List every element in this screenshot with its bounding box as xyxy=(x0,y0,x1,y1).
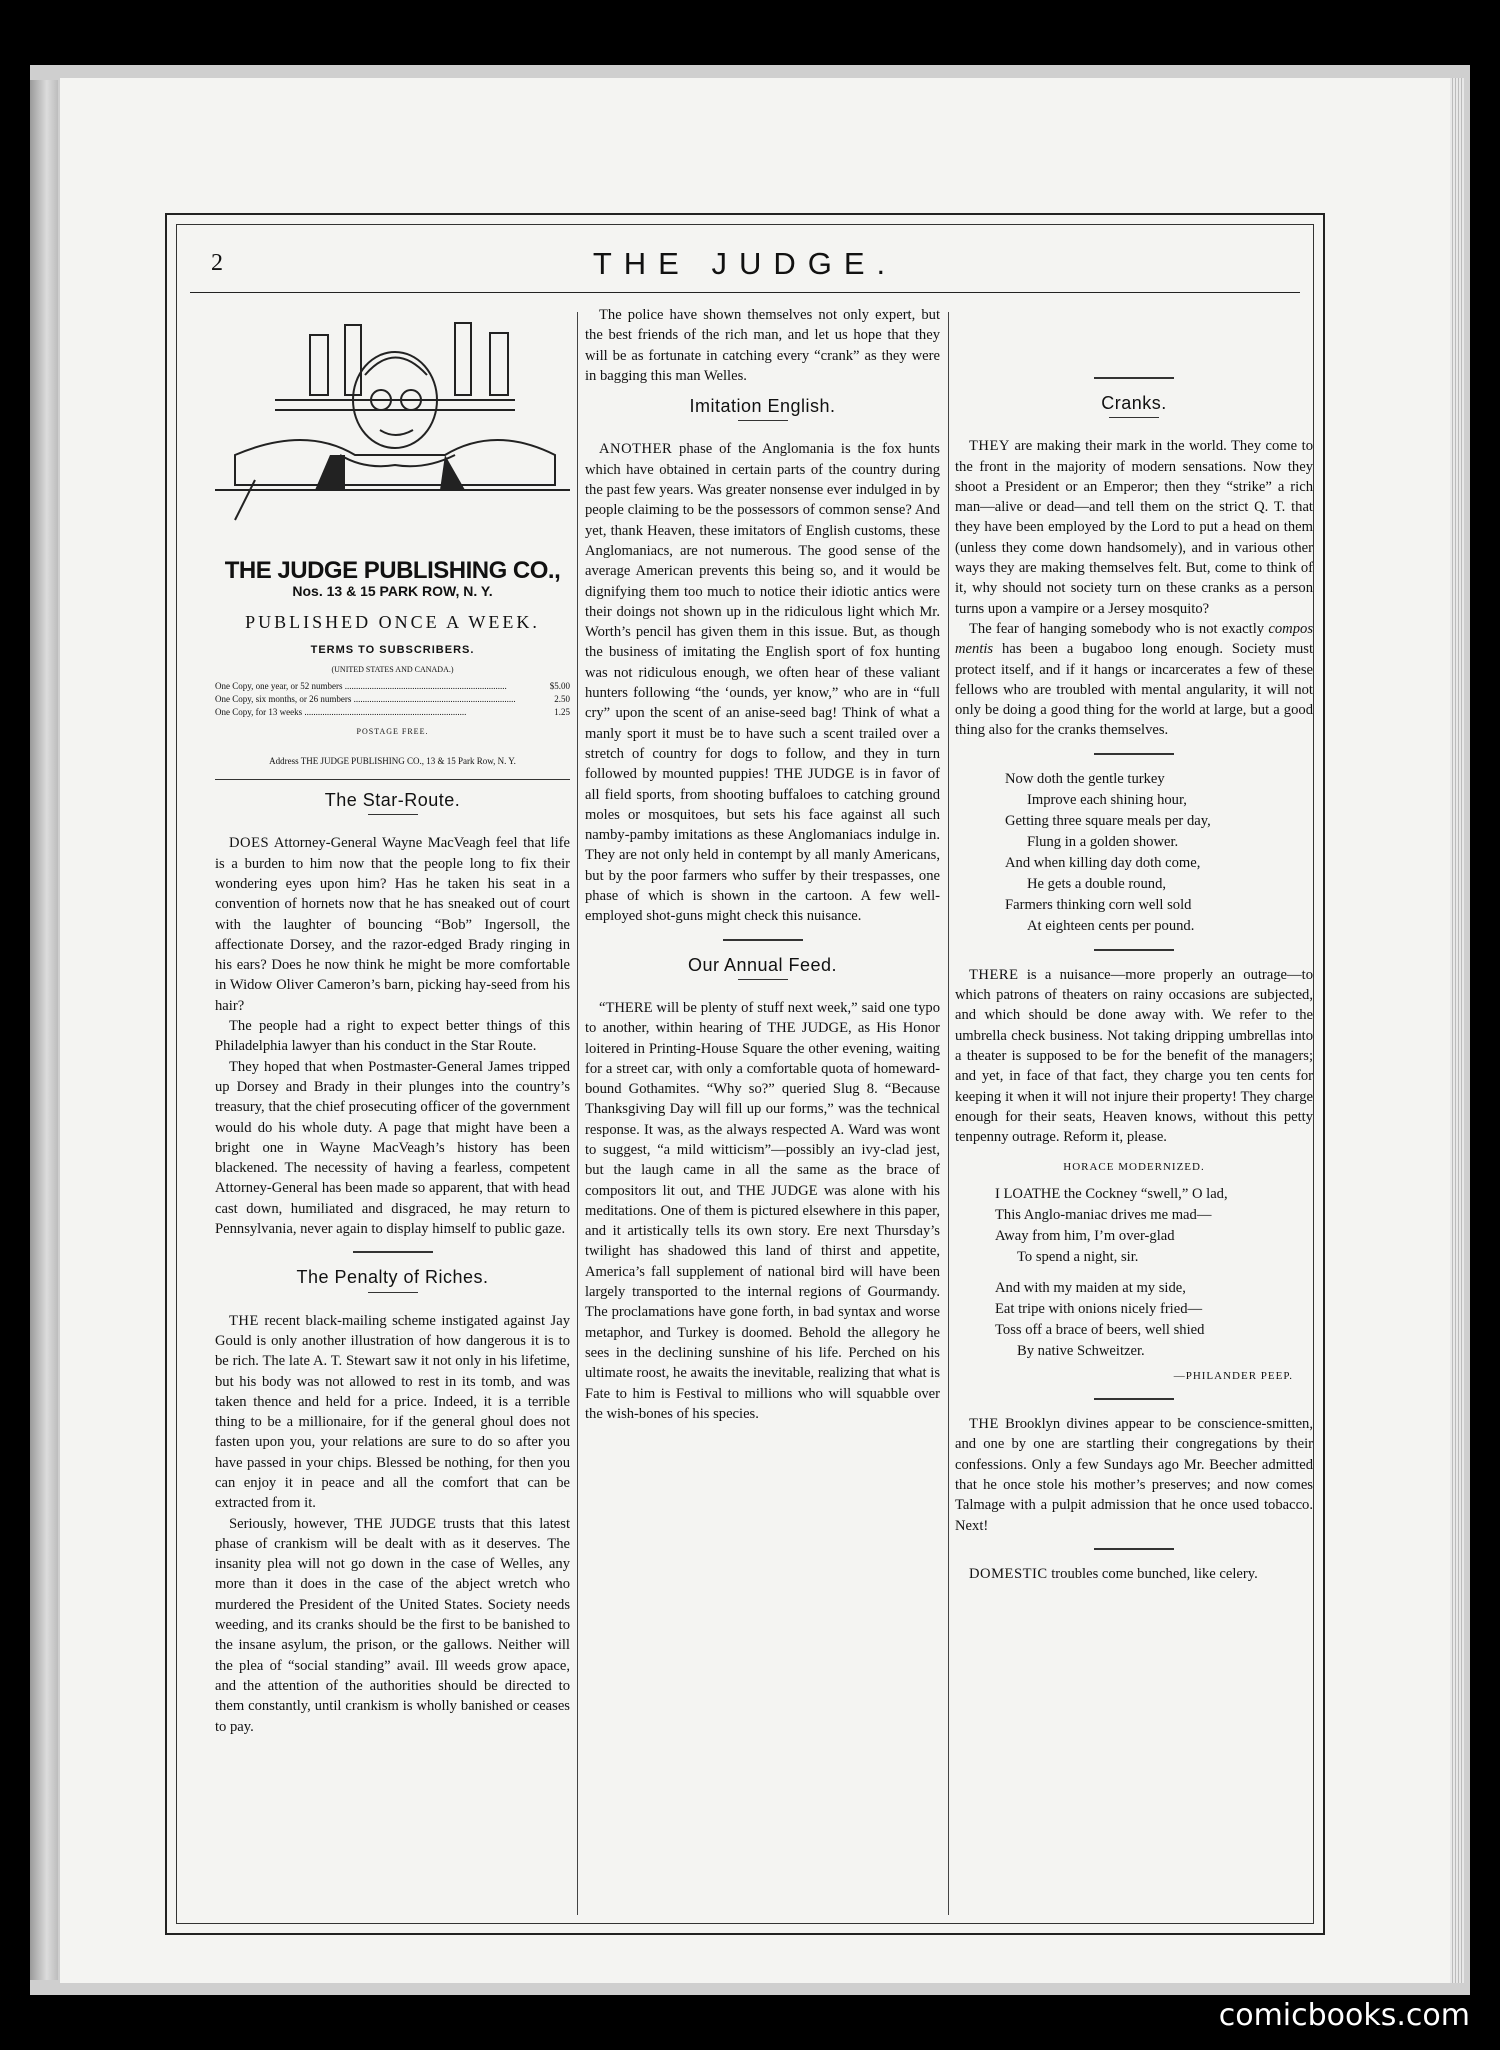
column-3 xyxy=(955,305,1313,1915)
horace-title: HORACE MODERNIZED. xyxy=(1063,1161,1205,1174)
poem-signature: —PHILANDER PEEP. xyxy=(1173,1369,1293,1382)
terms-title: TERMS TO SUBSCRIBERS. xyxy=(310,643,475,656)
article-title-star-route: The Star-Route. xyxy=(324,790,461,811)
lead-word: THERE xyxy=(969,966,1019,983)
lead-word: ANOTHER xyxy=(599,441,673,458)
poem-line: Flung in a golden shower. xyxy=(1027,833,1179,850)
paragraph-text: has been a bugaboo long enough. Society must protect itself, and if it hangs or incarcerates a few of these fellows who are troubled with mental angularity, it will not only be doing a good thing for the world at large, but a good thing also for the cranks themselves. xyxy=(955,641,1313,739)
title-rule xyxy=(738,979,788,980)
header-rule xyxy=(190,292,1300,293)
title-rule xyxy=(368,1292,418,1293)
judge-illustration xyxy=(215,305,570,555)
site-watermark: comicbooks.com xyxy=(1218,1998,1470,2033)
section-rule xyxy=(353,1251,433,1253)
terms-label: One Copy, six months, or 26 numbers ..... xyxy=(215,693,530,706)
lead-word: THE xyxy=(229,1312,259,1329)
column-1 xyxy=(215,305,570,1915)
terms-subtitle: (UNITED STATES AND CANADA.) xyxy=(331,665,454,675)
poem-line: Eat tripe with onions nicely fried— xyxy=(995,1300,1203,1317)
poem-line: This Anglo-maniac drives me mad— xyxy=(995,1206,1212,1223)
paragraph-text: recent black-mailing scheme instigated against Jay Gould is only another illustration of how dangerous it is to be rich. The late A. T. Stewart saw it not only in his lifetime, but his body was not allowed to rest in its tomb, and was taken thence and held for a price. Indeed, it is a terrible thing to be a millionaire, for if the general ghoul does not fasten upon you, your relations are sure to do so after you have passed in your chips. Blessed be nothing, for then you can enjoy it in peace and all the comfort that can be extracted from it. xyxy=(215,1312,570,1512)
terms-price: 2.50 xyxy=(554,694,570,705)
latin-phrase: compos mentis xyxy=(955,620,1313,658)
poem-line: And with my maiden at my side, xyxy=(995,1279,1186,1296)
paragraph: Seriously, however, THE JUDGE trusts that this latest phase of crankism will be dealt with as it deserves. The insanity plea will not go down in the case of Welles, any more than it does in the case of the abject wretch who murdered the President of the United States. Society needs weeding, and its cranks should be the first to be banished to the insane asylum, the prison, or the gallows. Neither will the plea of “social standing” avail. Ill weeds grow apace, and the attention of the authorities should be directed to them constantly, until crankism is wholly banished or ceases to pay. xyxy=(215,1515,570,1735)
paragraph xyxy=(215,833,570,1016)
publisher-name: THE JUDGE PUBLISHING CO., xyxy=(224,557,561,584)
terms-label: One Copy, one year, or 52 numbers ..... xyxy=(215,680,530,693)
terms-label: One Copy, for 13 weeks ..... xyxy=(215,706,530,719)
postage-note: POSTAGE FREE. xyxy=(356,727,429,737)
publisher-block xyxy=(215,557,570,780)
publisher-rule xyxy=(215,779,570,780)
book-spine xyxy=(30,80,58,1980)
title-rule xyxy=(368,814,418,815)
poem-line: And when killing day doth come, xyxy=(1005,854,1201,871)
paragraph-text: phase of the Anglomania is the fox hunts which have obtained in certain parts of the country during the past few years. Was greater nonsense ever indulged in by people claiming to be the possessors of common sense? And yet, thank Heaven, these imitators of English customs, these Anglomaniacs, are not numerous. The good sense of the average American prevents this being so, and it would be dignifying them too much to notice their idiotic antics were their doings not shown up in the ridiculous light which Mr. Worth’s pencil has given them in this issue. But, as though the business of imitating the English sport of fox hunting was not ridiculous enough, we often hear of these valiant hunters following “the ‘ounds, yer know,” who are in “full cry” upon the scent of an anise-seed bag! Think of what a manly sport it must be to have such a scent trailed over a stretch of country for dogs to follow, and they in turn followed by mounted puppies! THE JUDGE is in favor of all field sports, from shooting buffaloes to catching ground moles or mosquitoes, but sets his face against all such namby-pamby imitations as these Anglomaniacs indulge in. They are not only held in contempt by all manly Americans, but by the poor farmers who suffer by their trespasses, one phase of which is shown in the cartoon. A few well-employed shot-guns might check this nuisance. xyxy=(585,441,940,925)
publisher-address: Nos. 13 & 15 PARK ROW, N. Y. xyxy=(292,583,493,600)
page-edge xyxy=(1450,78,1464,1983)
article-title-cranks: Cranks. xyxy=(1101,393,1167,413)
paragraph xyxy=(585,439,940,926)
poem-line: Improve each shining hour, xyxy=(1027,791,1187,808)
publication-frequency: PUBLISHED ONCE A WEEK. xyxy=(245,611,540,632)
terms-price: $5.00 xyxy=(549,681,570,692)
article-title-imitation: Imitation English. xyxy=(689,396,836,417)
article-title-penalty: The Penalty of Riches. xyxy=(296,1267,489,1288)
paragraph-text: Brooklyn divines appear to be conscience-smitten, and one by one are startling their congregations by their confessions. Only a few Sundays ago Mr. Beecher admitted that he once stole his mother’s preserves; and now comes Talmage with a pulpit admission that he once used tobacco. Next! xyxy=(955,1416,1313,1534)
paragraph xyxy=(955,1564,1313,1584)
terms-row xyxy=(215,680,570,693)
masthead-title: THE JUDGE. xyxy=(592,246,898,281)
poem-line: He gets a double round, xyxy=(1027,875,1167,892)
poem-line: To spend a night, sir. xyxy=(1017,1248,1139,1265)
mail-address: Address THE JUDGE PUBLISHING CO., 13 & 15 Park Row, N. Y. xyxy=(269,755,516,766)
paragraph xyxy=(215,1311,570,1514)
stanza-gap xyxy=(995,1268,1313,1278)
paragraph xyxy=(955,965,1313,1148)
lead-word: DOES xyxy=(229,835,270,852)
paragraph: The police have shown themselves not only expert, but the best friends of the rich man, and let us hope that they will be as fortunate in catching every “crank” as they were in bagging this man Welles. xyxy=(585,307,940,384)
title-rule xyxy=(1109,417,1159,418)
paragraph-text: is a nuisance—more properly an outrage—to which patrons of theaters on rainy occasions are subjected, and which should be done away with. We refer to the umbrella check business. Not taking dripping umbrellas into a theater is supposed to be for the benefit of the managers; and yet, in face of that fact, they charge you ten cents for keeping it when it will not injure their property! They charge enough for their seats, Heaven knows, without this petty tenpenny outrage. Reform it, please. xyxy=(955,966,1313,1146)
poem-line: Now doth the gentle turkey xyxy=(1005,770,1165,787)
poem-line: Getting three square meals per day, xyxy=(1005,812,1211,829)
paragraph: The people had a right to expect better things of this Philadelphia lawyer than his conduct in the Star Route. xyxy=(215,1018,570,1055)
poem-line: Away from him, I’m over-glad xyxy=(995,1227,1175,1244)
paragraph: “THERE will be plenty of stuff next week,” said one typo to another, within hearing of THE JUDGE, as His Honor loitered in Printing-House Square the other evening, waiting for a street car, with only a comfortable quota of homeward-bound Gothamites. “Why so?” queried Slug 8. “Because Thanksgiving Day will fill up our forms,” was the technical response. It was, as the always respected A. Ward was wont to suggest, “a mild witticism”—possibly an ivy-clad jest, but the laugh came in all the same as the brace of compositors lit out, and THE JUDGE was alone with his meditations. One of them is pictured elsewhere in this paper, and it artistically tells its own story. Ere next Thursday’s twilight has shadowed this land of thirst and appetite, America’s fall supplement of national bird will have been largely transported to the internal regions of Gourmandy. The proclamations have gone forth, in bad syntax and worse metaphor, and Turkey is doomed. Behold the allegory he sees in the declining sunshine of his life. Perched on his ultimate roost, he awaits the inevitable, realizing that what is Fate to him is Festival to millions who will squabble over the wish-bones of his species. xyxy=(585,999,940,1422)
paragraph xyxy=(955,619,1313,741)
section-rule xyxy=(1094,753,1174,755)
horace-poem xyxy=(995,1184,1313,1362)
section-rule xyxy=(723,939,803,941)
section-rule xyxy=(1094,1398,1174,1400)
paragraph-text: Attorney-General Wayne MacVeagh feel that life is a burden to him now that the people long to fix their wondering eyes upon him? Has he taken his seat in a convention of hornets now that he has sneaked out of court with the laughter of bouncing “Bob” Ingersoll, the affectionate Dorsey, and the razor-edged Brady ringing in his ears? Does he now think he might be more comfortable in Widow Oliver Cameron’s barn, picking hay-seed from his hair? xyxy=(215,835,570,1014)
turkey-poem xyxy=(1005,769,1313,937)
spacer xyxy=(955,305,1313,365)
paragraph xyxy=(955,436,1313,619)
section-rule xyxy=(1094,949,1174,951)
poem-line: At eighteen cents per pound. xyxy=(1027,917,1195,934)
paragraph: They hoped that when Postmaster-General James tripped up Dorsey and Brady in their plunges into the country’s treasury, that the chief prosecuting officer of the government would do his whole duty. A page that might have been a bright one in Wayne MacVeagh’s history has been blackened. The necessity of having a fearless, competent Attorney-General has been made so apparent, that with head cast down, humiliated and disgraced, he may return to Pennsylvania, never again to display himself to public gaze. xyxy=(215,1058,570,1238)
poem-line: By native Schweitzer. xyxy=(1017,1342,1145,1359)
lead-word: THE xyxy=(969,1416,999,1433)
column-rule-1 xyxy=(577,312,578,1915)
article-title-feed: Our Annual Feed. xyxy=(687,954,838,975)
poem-line: I LOATHE the Cockney “swell,” O lad, xyxy=(995,1185,1228,1202)
page-number: 2 xyxy=(211,250,223,276)
section-rule xyxy=(1094,377,1174,379)
poem-line: Farmers thinking corn well sold xyxy=(1005,896,1192,913)
paragraph-text: troubles come bunched, like celery. xyxy=(1047,1565,1258,1582)
terms-price: 1.25 xyxy=(554,707,570,718)
column-2 xyxy=(585,305,940,1915)
title-rule xyxy=(738,420,788,421)
lead-word: THEY xyxy=(969,438,1010,455)
section-rule xyxy=(1094,1548,1174,1550)
page-header xyxy=(176,240,1314,300)
paragraph-text: are making their mark in the world. They come to the front in the majority of modern sensations. Now they shoot a President or an Emperor; then they “strike” a rich man—alive or dead—and tell them on the strict Q. T. that they have been employed by the Lord to put a head on them (unless they come down handsomely), and in various other ways they are making themselves felt. But, come to think of it, why should not society turn on these cranks as a person turns upon a vampire or a Jersey mosquito? xyxy=(955,438,1313,617)
paragraph-text: The fear of hanging somebody who is not exactly xyxy=(969,620,1269,637)
terms-row xyxy=(215,693,570,706)
column-rule-2 xyxy=(948,312,949,1915)
poem-line: Toss off a brace of beers, well shied xyxy=(995,1321,1205,1338)
terms-row xyxy=(215,706,570,719)
paragraph xyxy=(955,1414,1313,1536)
lead-word: DOMESTIC xyxy=(969,1565,1048,1582)
